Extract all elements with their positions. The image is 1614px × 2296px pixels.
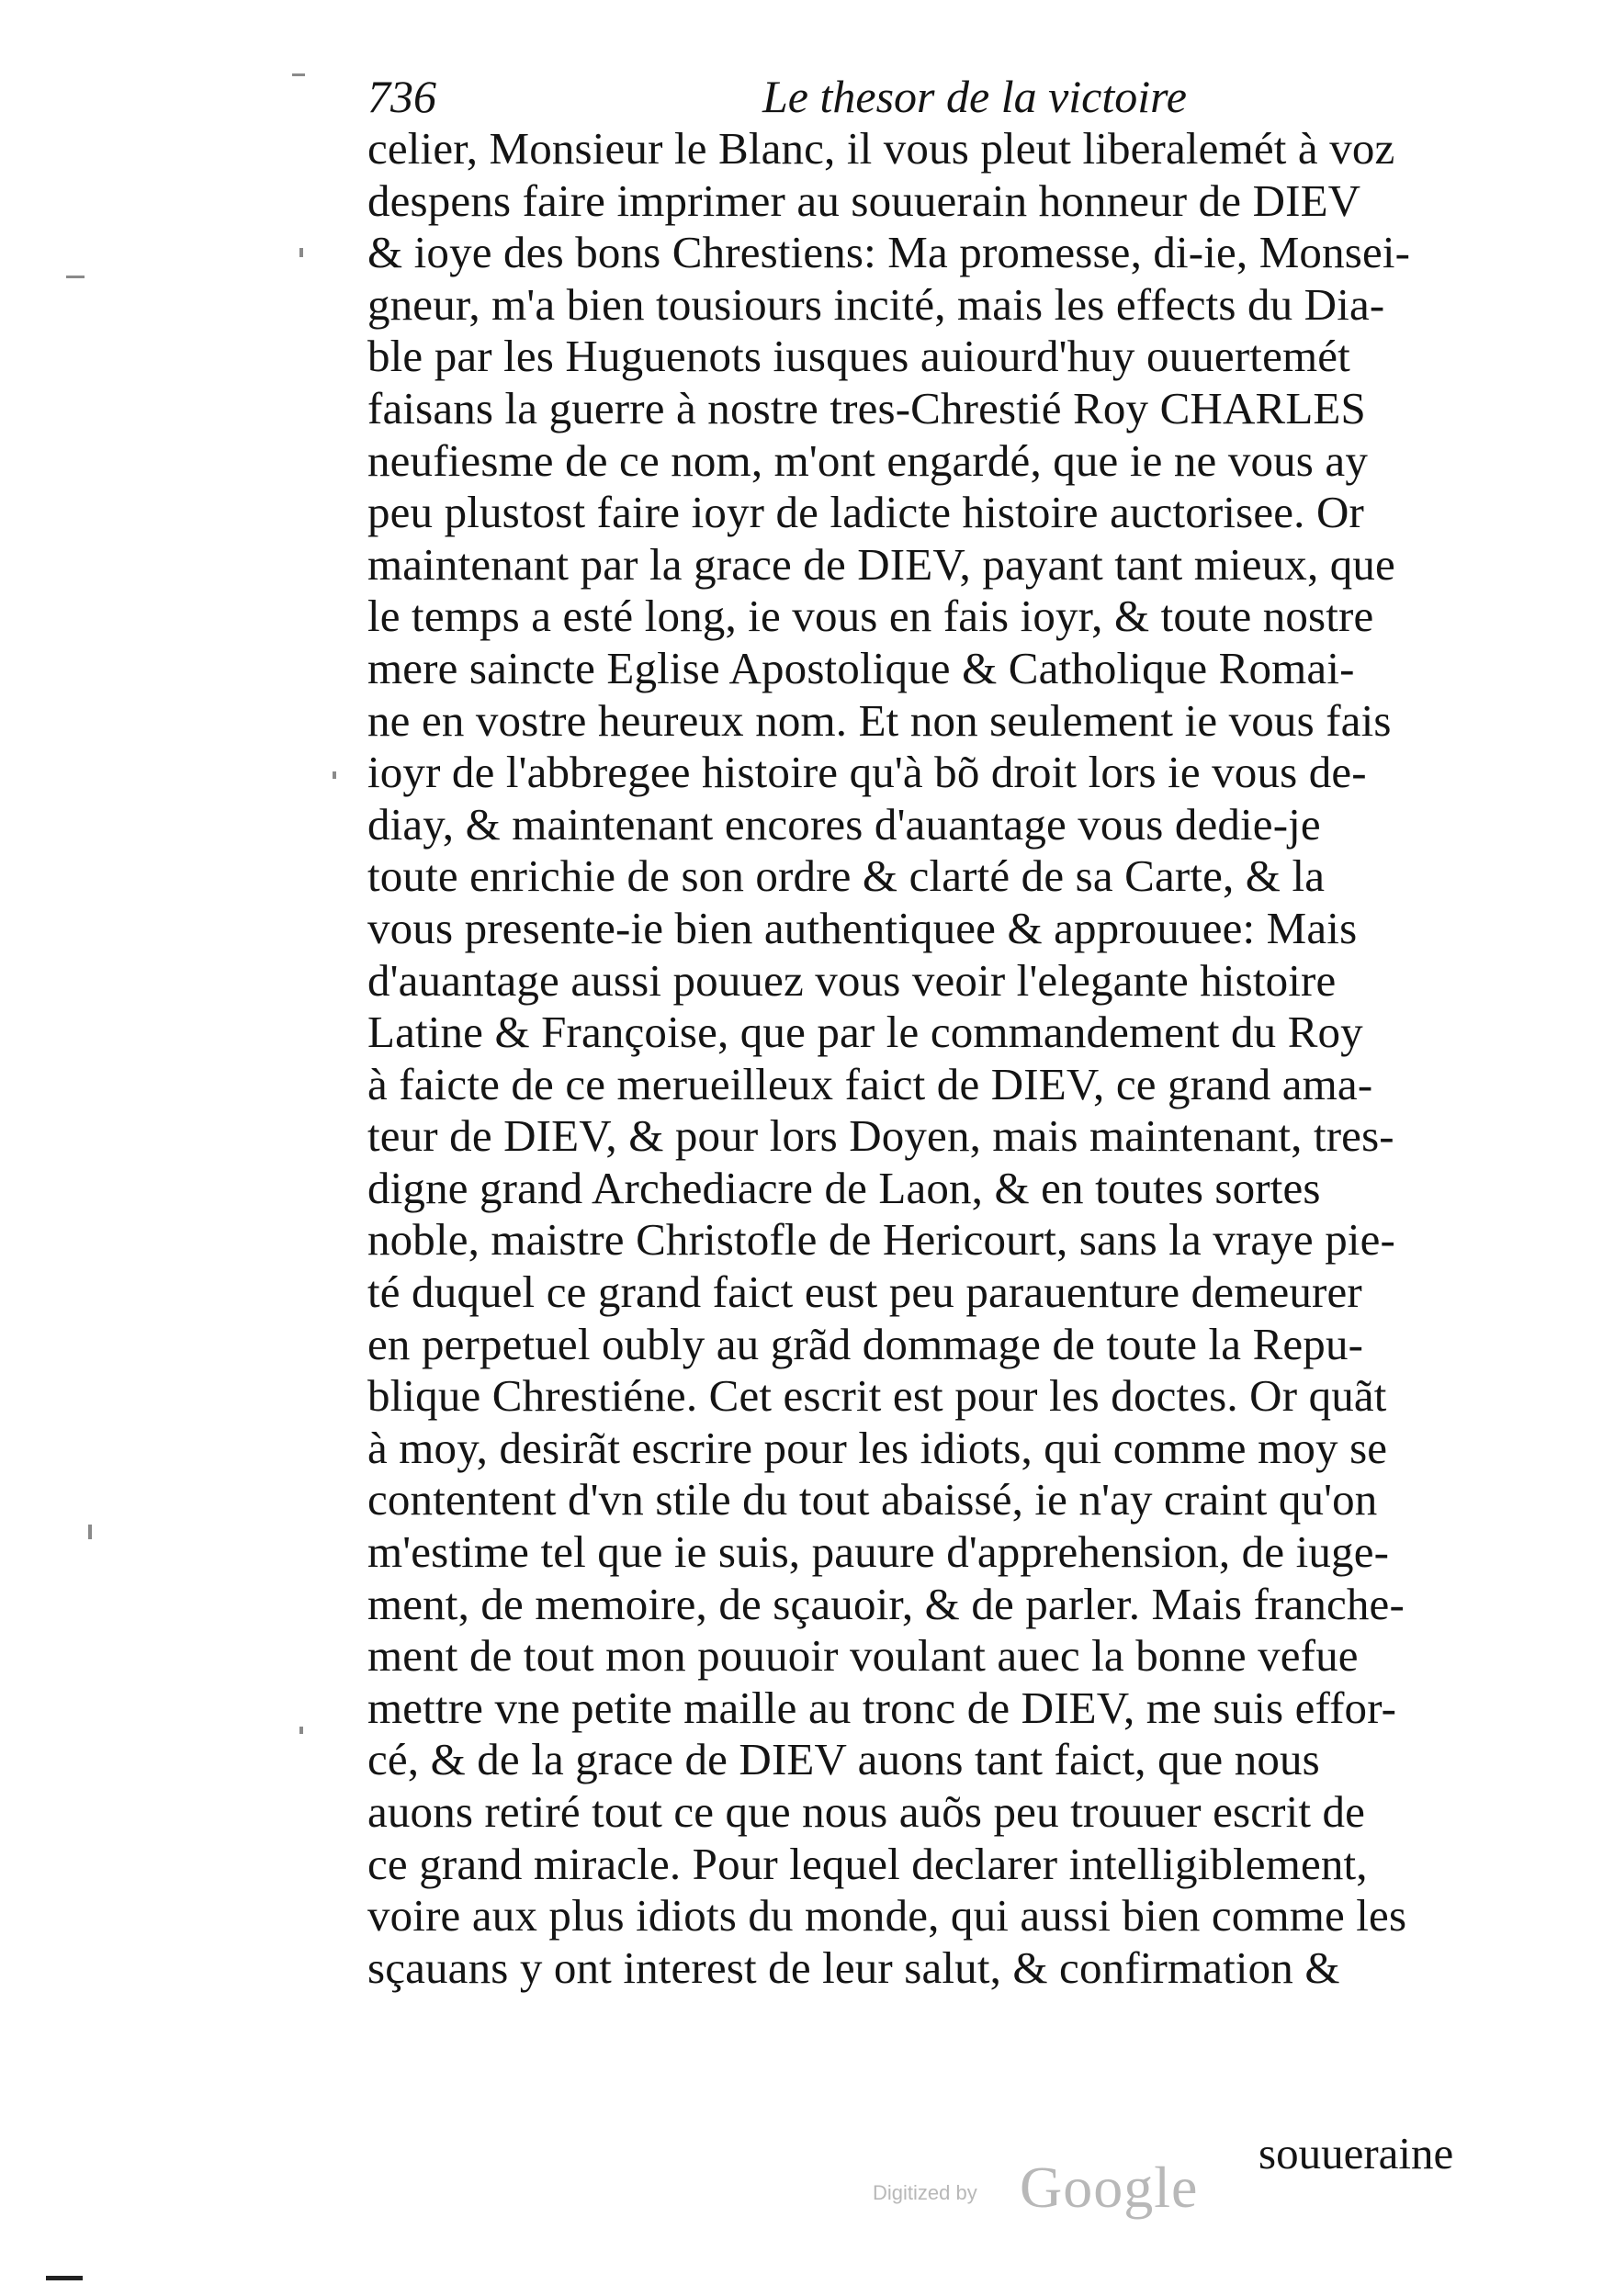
text-line: ment, de memoire, de sçauoir, & de parler. Mais franche- [367,1578,1405,1629]
text-line: contentent d'vn stile du tout abaissé, ie n'ay craint qu'on [367,1474,1378,1525]
running-title: Le thesor de la victoire [762,71,1187,122]
margin-speck [292,73,305,76]
text-line: gneur, m'a bien tousiours incité, mais les effects du Dia- [367,278,1385,330]
text-line: vous presente-ie bien authentiquee & approuuee: Mais [367,902,1358,953]
page-number: 736 [367,71,436,122]
margin-speck [299,248,303,257]
text-line: blique Chrestiéne. Cet escrit est pour les doctes. Or quãt [367,1370,1387,1422]
text-line: toute enrichie de son ordre & clarté de sa Carte, & la [367,850,1326,902]
margin-speck [299,1727,303,1734]
google-logo: Google [1020,2155,1199,2220]
text-line: le temps a esté long, ie vous en fais ioyr, & toute nostre [367,591,1374,642]
text-line: d'auantage aussi pouuez vous veoir l'elegante histoire [367,954,1337,1006]
text-line: peu plustost faire ioyr de ladicte histoire auctorisee. Or [367,487,1364,538]
text-line: & ioye des bons Chrestiens: Ma promesse, di-ie, Monsei- [367,227,1411,278]
text-line: en perpetuel oubly au grãd dommage de toute la Repu- [367,1318,1364,1369]
text-line: faisans la guerre à nostre tres-Chrestié Roy CHARLES [367,382,1366,433]
text-line: ment de tout mon pouuoir voulant auec la bonne vefue [367,1630,1359,1682]
text-line: ioyr de l'abbregee histoire qu'à bõ droit lors ie vous de- [367,747,1367,798]
text-line: à moy, desirãt escrire pour les idiots, qui comme moy se [367,1422,1388,1473]
text-line: sçauans y ont interest de leur salut, & confirmation & [367,1941,1340,1993]
body-text [367,123,1516,1994]
margin-speck [46,2276,83,2280]
text-line: despens faire imprimer au souuerain honneur de DIEV [367,174,1361,226]
text-line: celier, Monsieur le Blanc, il vous pleut liberalemét à voz [367,123,1395,174]
page-header [367,64,1249,129]
text-line: cé, & de la grace de DIEV auons tant faict, que nous [367,1734,1320,1785]
text-line: mettre vne petite maille au tronc de DIEV, me suis effor- [367,1682,1397,1733]
digitized-by-label: Digitized by [873,2181,977,2204]
text-line: ne en vostre heureux nom. Et non seulement ie vous fais [367,694,1392,746]
text-line: ble par les Huguenots iusques auiourd'huy ouuertemét [367,331,1350,382]
text-line: Latine & Françoise, que par le commandement du Roy [367,1007,1363,1058]
text-line: m'estime tel que ie suis, pauure d'apprehension, de iuge- [367,1526,1390,1578]
text-line: diay, & maintenant encores d'auantage vous dedie-je [367,798,1321,850]
text-line: teur de DIEV, & pour lors Doyen, mais maintenant, tres- [367,1110,1394,1162]
text-line: à faicte de ce merueilleux faict de DIEV, ce grand ama- [367,1058,1373,1109]
margin-speck [88,1525,92,1539]
text-line: neufiesme de ce nom, m'ont engardé, que ie ne vous ay [367,434,1368,486]
text-line: auons retiré tout ce que nous auõs peu trouuer escrit de [367,1786,1366,1837]
text-line: maintenant par la grace de DIEV, payant tant mieux, que [367,538,1395,590]
text-line: té duquel ce grand faict eust peu parauenture demeurer [367,1266,1362,1318]
text-line: noble, maistre Christofle de Hericourt, sans la vraye pie- [367,1214,1395,1266]
text-line: voire aux plus idiots du monde, qui aussi bien comme les [367,1890,1407,1941]
text-line: mere saincte Eglise Apostolique & Catholique Romai- [367,642,1355,693]
digitizer-watermark [873,2154,1258,2220]
margin-speck [66,276,85,278]
text-line: digne grand Archediacre de Laon, & en toutes sortes [367,1162,1321,1213]
margin-speck [333,771,336,779]
catchword: souueraine [1258,2128,1454,2178]
text-line: ce grand miracle. Pour lequel declarer intelligiblement, [367,1838,1368,1889]
